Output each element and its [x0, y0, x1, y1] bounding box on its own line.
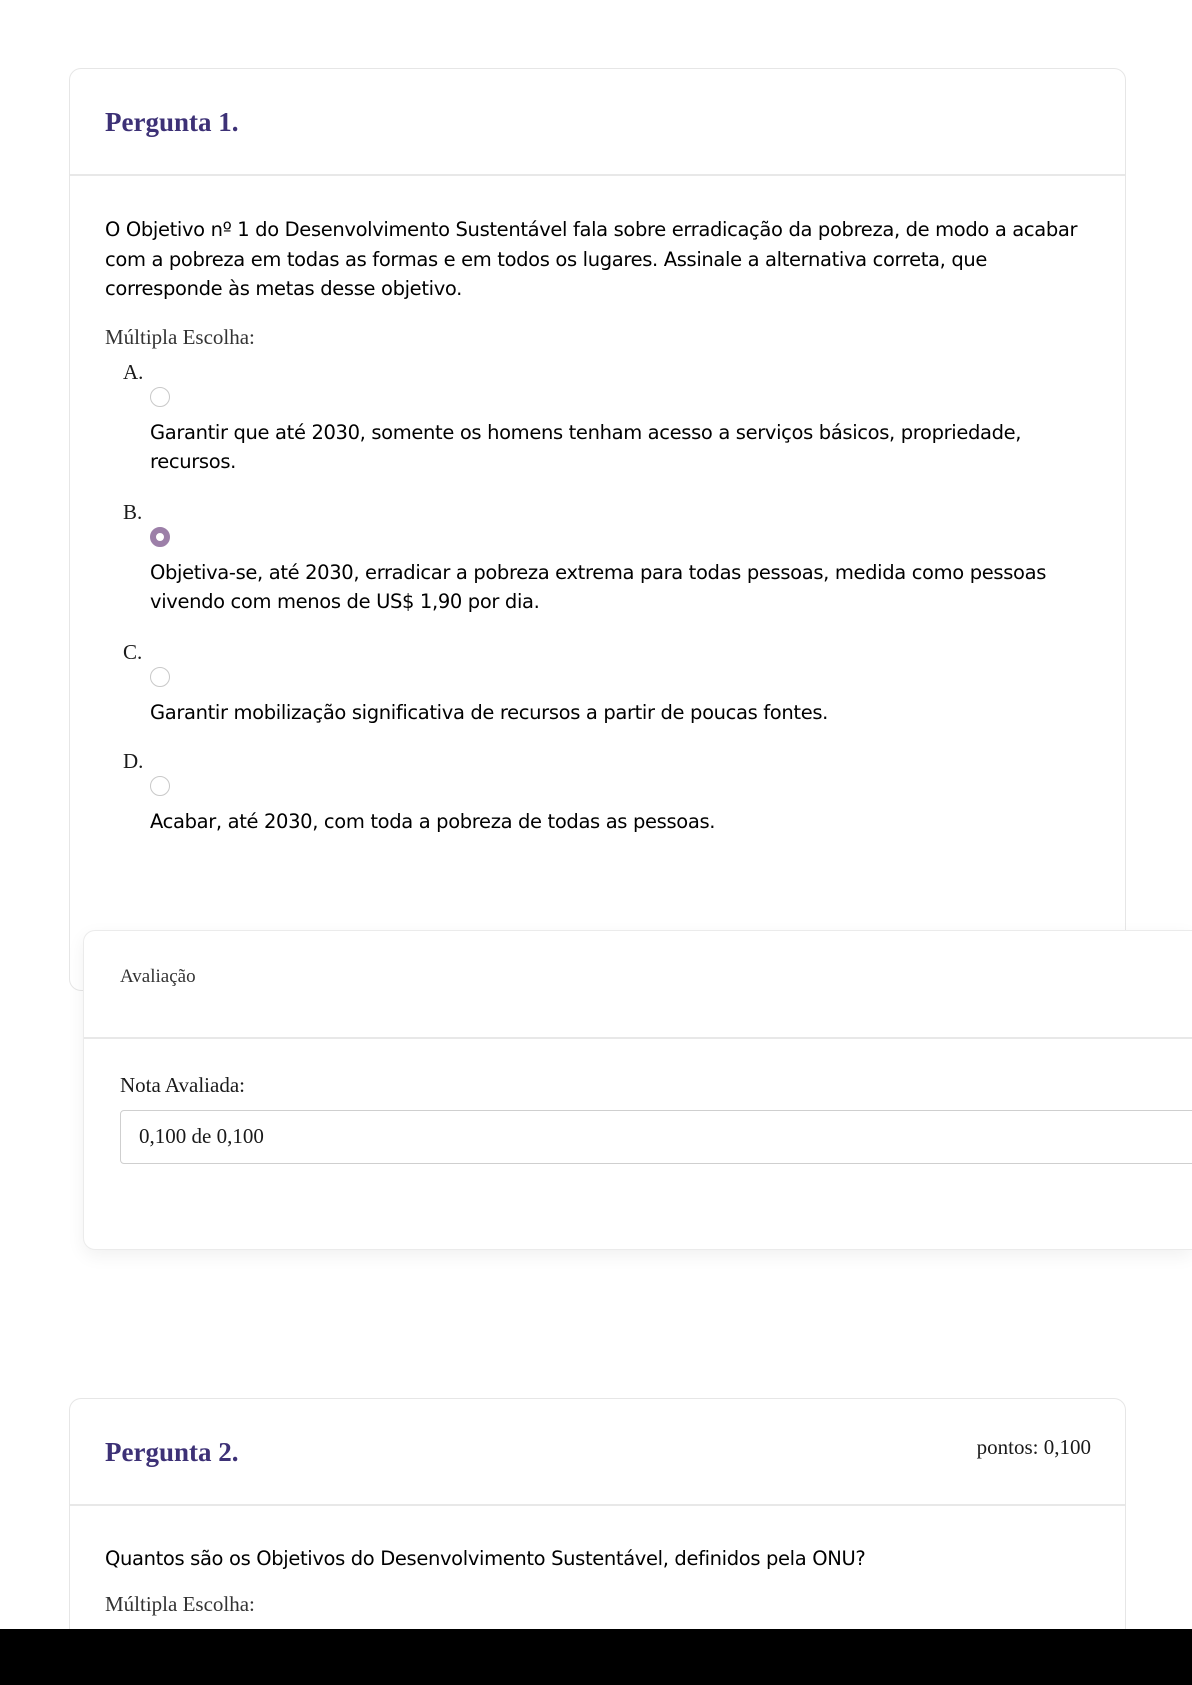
option-b-letter: B.: [123, 499, 143, 524]
question-1-header: [70, 69, 1125, 176]
evaluation-title: Avaliação: [120, 966, 196, 987]
question-1-type-label: Múltipla Escolha:: [105, 324, 255, 349]
option-c-text: Garantir mobilização significativa de recursos a partir de poucas fontes.: [150, 700, 828, 724]
option-d[interactable]: [123, 749, 1090, 837]
option-b-radio-selected[interactable]: [150, 527, 170, 547]
question-2-type-label: Múltipla Escolha:: [105, 1591, 255, 1616]
option-d-text: Acabar, até 2030, com toda a pobreza de todas as pessoas.: [150, 810, 716, 833]
option-d-radio[interactable]: [150, 776, 170, 796]
bottom-black-bar: [0, 1629, 1192, 1685]
question-1-body: [70, 176, 1125, 837]
question-2-body: [70, 1506, 1125, 1617]
grade-value-field: 0,100 de 0,100: [120, 1110, 1192, 1164]
question-2-points: pontos: 0,100: [976, 1435, 1091, 1459]
option-a-radio[interactable]: [150, 387, 170, 407]
question-1-title: Pergunta 1.: [105, 107, 239, 137]
question-2-text: Quantos são os Objetivos do Desenvolvimento Sustentável, definidos pela ONU?: [105, 1547, 866, 1570]
question-2-title: Pergunta 2.: [105, 1437, 239, 1467]
option-a[interactable]: [123, 360, 1090, 477]
option-b[interactable]: [123, 500, 1090, 617]
option-a-text: Garantir que até 2030, somente os homens tenham acesso a serviços básicos, propriedade, recursos.: [150, 420, 1022, 473]
option-a-letter: A.: [123, 359, 144, 384]
question-1-text: O Objetivo nº 1 do Desenvolvimento Sustentável fala sobre erradicação da pobreza, de modo a acabar com a pobreza em todas as formas e em todos os lugares. Assinale a alternativa correta, que corresponde às metas desse objetivo.: [105, 218, 1078, 300]
question-2-card: [69, 1398, 1126, 1658]
question-1-card: [69, 68, 1126, 991]
evaluation-header: [84, 931, 1192, 1039]
grade-label: Nota Avaliada:: [120, 1073, 245, 1097]
option-c-letter: C.: [123, 639, 143, 664]
option-c-radio[interactable]: [150, 667, 170, 687]
question-2-header: [70, 1399, 1125, 1506]
option-d-letter: D.: [123, 749, 144, 773]
evaluation-card: [83, 930, 1192, 1250]
option-c[interactable]: [123, 640, 1090, 728]
option-b-text: Objetiva-se, até 2030, erradicar a pobreza extrema para todas pessoas, medida como pessoas vivendo com menos de US$ 1,90 por dia.: [150, 560, 1046, 613]
